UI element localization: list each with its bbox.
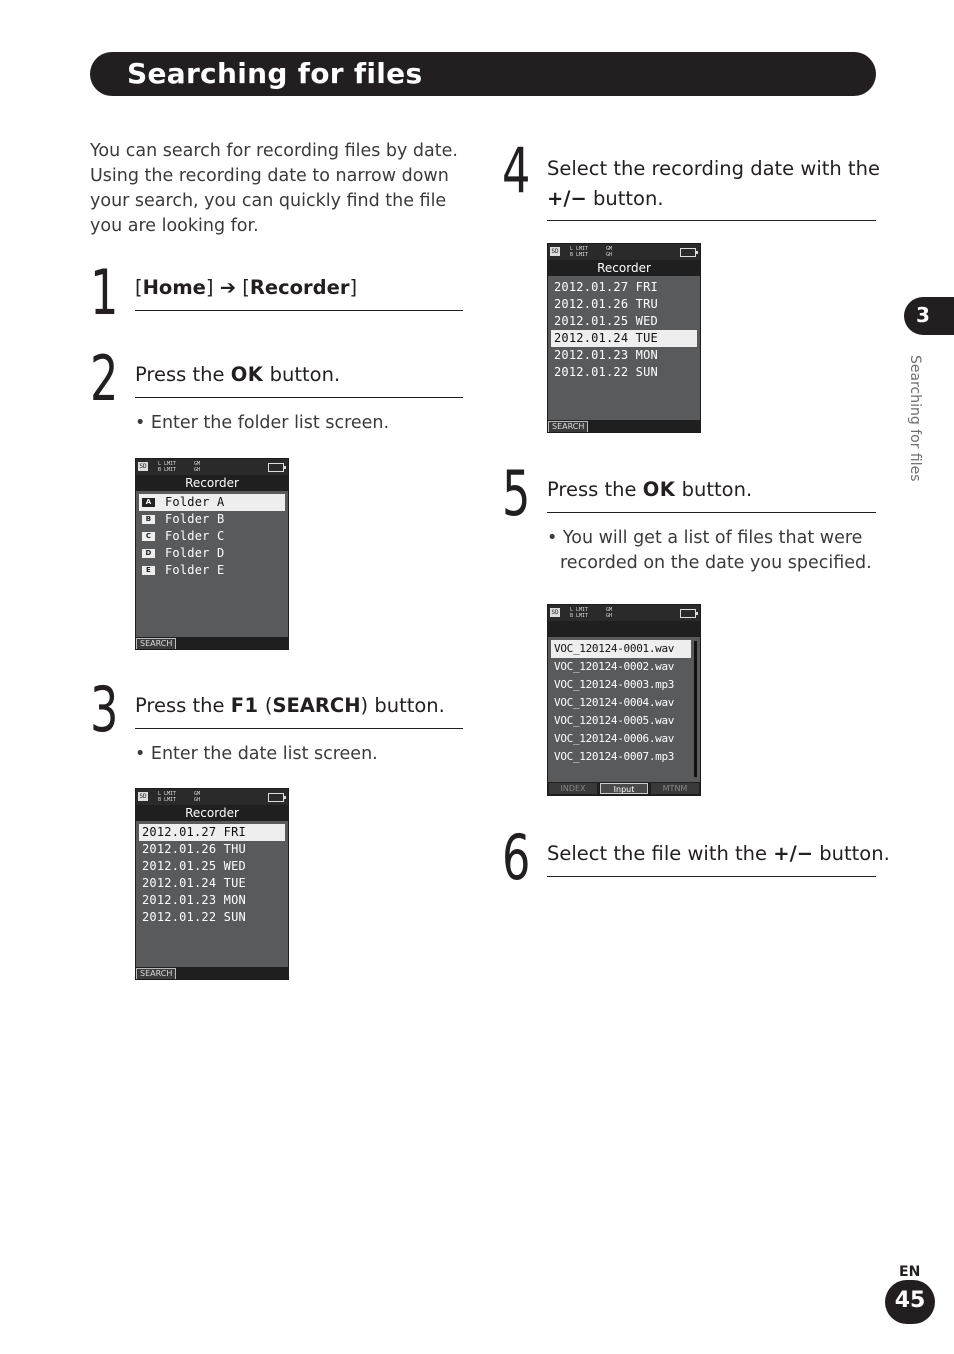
step-text: Press the xyxy=(135,363,231,386)
ok-key: OK xyxy=(230,363,264,386)
battery-icon xyxy=(268,463,284,472)
page-number-badge xyxy=(885,1280,935,1324)
screen-title: Recorder xyxy=(548,260,700,276)
step-text: button. xyxy=(675,478,753,501)
status-bar xyxy=(548,605,700,621)
folder-list xyxy=(136,491,288,579)
list-item: 2012.01.26 THU xyxy=(142,842,246,856)
list-item: 2012.01.27 FRI xyxy=(139,824,285,841)
limit-icon: L LMIT B LMIT xyxy=(158,461,177,473)
step-number: 5 xyxy=(502,457,531,530)
sd-card-icon: SD xyxy=(139,463,147,470)
language-label: EN xyxy=(899,1264,921,1280)
screen-title: Recorder xyxy=(136,475,288,491)
search-key-label: SEARCH xyxy=(272,694,361,717)
step-text: button. xyxy=(813,842,890,865)
folder-list-screen xyxy=(135,458,289,650)
folder-icon: E xyxy=(142,566,155,575)
title-bar xyxy=(90,52,876,96)
mic-mode-icon: GM GH xyxy=(194,461,201,473)
list-item: 2012.01.27 FRI xyxy=(554,280,658,294)
list-item: VOC_120124-0004.wav xyxy=(554,696,675,709)
recorder-label: Recorder xyxy=(249,276,350,299)
search-softkey: SEARCH xyxy=(136,638,176,650)
step-rule xyxy=(135,310,463,311)
screen-footer xyxy=(136,967,288,979)
step-heading xyxy=(135,273,357,303)
list-item: E Folder E xyxy=(139,562,285,579)
mic-mode-icon: GM GH xyxy=(606,246,613,258)
arrow-icon: ➔ xyxy=(219,276,237,299)
screen-title: Recorder xyxy=(136,805,288,821)
list-item: 2012.01.22 SUN xyxy=(142,910,246,924)
screen-title-blank xyxy=(548,621,700,637)
step-3-note: • Enter the date list screen. xyxy=(135,744,378,764)
step-heading xyxy=(135,360,340,390)
step-rule xyxy=(547,220,876,221)
list-item: VOC_120124-0005.wav xyxy=(554,714,675,727)
list-item: A Folder A xyxy=(139,494,285,511)
list-item: 2012.01.24 TUE xyxy=(142,876,246,890)
chapter-number: 3 xyxy=(916,303,930,327)
screen-footer xyxy=(548,420,700,432)
list-item: D Folder D xyxy=(139,545,285,562)
date-list-screen xyxy=(135,788,289,980)
page-title: Searching for files xyxy=(127,57,423,90)
step-heading xyxy=(547,475,752,505)
step-number: 3 xyxy=(90,673,119,746)
plus-minus-key: +/− xyxy=(773,842,814,865)
mic-mode-icon: GM GH xyxy=(194,791,201,803)
list-item: 2012.01.26 TRU xyxy=(554,297,658,311)
list-item: VOC_120124-0006.wav xyxy=(554,732,675,745)
step-text: Press the xyxy=(547,478,643,501)
chapter-label: Searching for files xyxy=(907,355,923,482)
intro-paragraph: You can search for recording files by date. Using the recording date to narrow down your search, you can quickly find the file you are looking for. xyxy=(90,141,458,236)
sd-card-icon: SD xyxy=(551,609,559,616)
date-list xyxy=(548,276,700,381)
sd-card-icon: SD xyxy=(139,793,147,800)
list-item: 2012.01.24 TUE xyxy=(551,330,697,347)
list-item: 2012.01.25 WED xyxy=(554,314,658,328)
scrollbar xyxy=(694,641,697,777)
list-item: VOC_120124-0001.wav xyxy=(551,640,691,658)
step-text: button. xyxy=(263,363,341,386)
mic-mode-icon: GM GH xyxy=(606,607,613,619)
bracket: ] xyxy=(349,276,358,299)
list-item: C Folder C xyxy=(139,528,285,545)
folder-icon: C xyxy=(142,532,155,541)
folder-icon: D xyxy=(142,549,155,558)
step-heading xyxy=(547,154,887,214)
screen-footer xyxy=(136,637,288,649)
step-number: 1 xyxy=(90,256,119,329)
step-heading xyxy=(547,839,890,869)
file-list-screen xyxy=(547,604,701,796)
mtnm-softkey: MTNM xyxy=(651,783,699,794)
list-item: 2012.01.23 MON xyxy=(554,348,658,362)
list-item: VOC_120124-0007.mp3 xyxy=(554,750,675,763)
file-list xyxy=(548,637,700,766)
bracket: ] xyxy=(205,276,214,299)
step-number: 4 xyxy=(502,134,531,207)
search-softkey: SEARCH xyxy=(136,968,176,980)
status-bar xyxy=(136,789,288,805)
ok-key: OK xyxy=(642,478,676,501)
plus-minus-key: +/− xyxy=(547,187,587,210)
step-text: ) button. xyxy=(360,694,445,717)
step-text: Select the recording date with the xyxy=(547,157,880,180)
step-2-note: • Enter the folder list screen. xyxy=(135,413,390,433)
battery-icon xyxy=(680,248,696,257)
page-number: 45 xyxy=(894,1288,926,1313)
date-select-screen xyxy=(547,243,701,433)
folder-icon: A xyxy=(142,498,155,507)
step-number: 6 xyxy=(502,821,531,894)
input-softkey: Input xyxy=(600,783,648,794)
index-softkey: INDEX xyxy=(549,783,597,794)
step-rule xyxy=(135,728,463,729)
step-text: Select the file with the xyxy=(547,842,774,865)
bracket: [ xyxy=(242,276,250,299)
battery-icon xyxy=(680,609,696,618)
date-list xyxy=(136,821,288,926)
chapter-tab xyxy=(904,297,954,335)
list-item: 2012.01.25 WED xyxy=(142,859,246,873)
f1-key: F1 xyxy=(230,694,259,717)
search-softkey: SEARCH xyxy=(548,421,588,433)
status-bar xyxy=(136,459,288,475)
status-bar xyxy=(548,244,700,260)
list-item: B Folder B xyxy=(139,511,285,528)
step-heading xyxy=(135,691,445,721)
step-rule xyxy=(547,876,876,877)
step-5-note: • You will get a list of files that were recorded on the date you specified. xyxy=(547,528,872,573)
step-text: ( xyxy=(258,694,273,717)
list-item: VOC_120124-0002.wav xyxy=(554,660,675,673)
step-rule xyxy=(547,512,876,513)
limit-icon: L LMIT B LMIT xyxy=(570,607,589,619)
step-number: 2 xyxy=(90,342,119,415)
folder-icon: B xyxy=(142,515,155,524)
limit-icon: L LMIT B LMIT xyxy=(570,246,589,258)
step-text: button. xyxy=(586,187,664,210)
list-item: 2012.01.23 MON xyxy=(142,893,246,907)
list-item: VOC_120124-0003.mp3 xyxy=(554,678,675,691)
bracket: [ xyxy=(135,276,143,299)
screen-footer xyxy=(548,782,700,795)
step-text: Press the xyxy=(135,694,231,717)
limit-icon: L LMIT B LMIT xyxy=(158,791,177,803)
step-rule xyxy=(135,397,463,398)
battery-icon xyxy=(268,793,284,802)
sd-card-icon: SD xyxy=(551,248,559,255)
home-label: Home xyxy=(142,276,206,299)
list-item: 2012.01.22 SUN xyxy=(554,365,658,379)
